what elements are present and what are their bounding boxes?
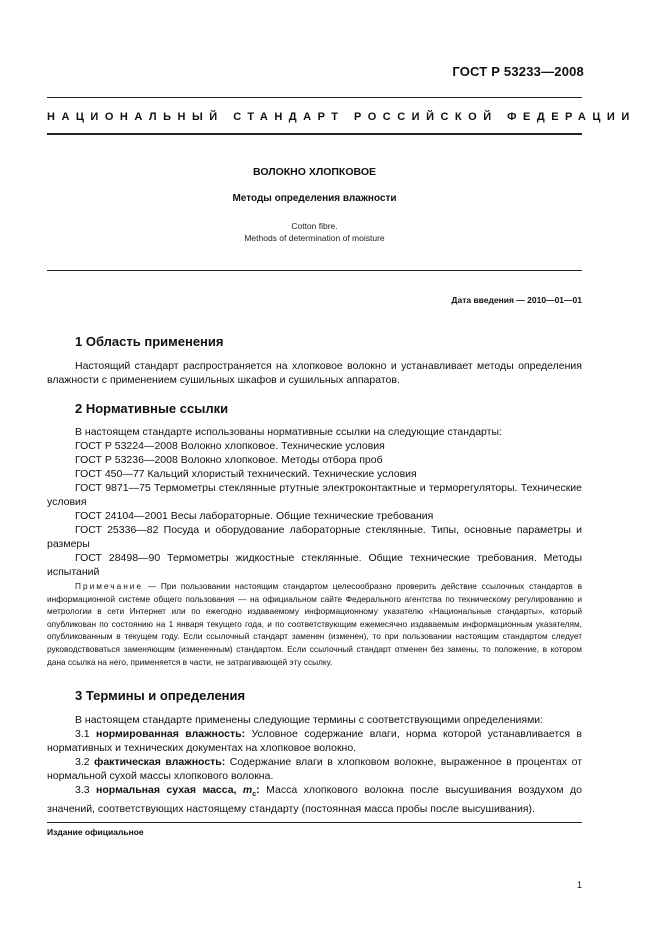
term-name: фактическая влажность:: [94, 756, 226, 768]
national-standard-banner: НАЦИОНАЛЬНЫЙ СТАНДАРТ РОССИЙСКОЙ ФЕДЕРАЦИИ: [47, 111, 636, 123]
official-edition-label: Издание официальное: [47, 827, 144, 837]
note-label: Примечание: [75, 581, 144, 591]
reference-item: ГОСТ Р 53224—2008 Волокно хлопковое. Технические условия: [75, 440, 385, 452]
term-3-3: 3.3 нормальная сухая масса, $m_c$: Масса хлопкового волокна после высушивания воздухом до значений, соответствующих настоящему стандарту (постоянная масса пробы после высушивания).: [47, 784, 583, 816]
reference-item: ГОСТ 450—77 Кальций хлористый технический. Технические условия: [75, 468, 417, 480]
term-3-1: [47, 727, 582, 755]
section-1-heading: 1 Область применения: [75, 334, 224, 349]
term-name: нормированная влажность:: [96, 728, 246, 740]
standard-number: ГОСТ Р 53233—2008: [452, 64, 584, 79]
header-divider-thin: [47, 97, 582, 98]
section-2-intro: В настоящем стандарте использованы нормативные ссылки на следующие стандарты:: [75, 426, 502, 438]
term-number: 3.1: [75, 728, 90, 740]
reference-item: ГОСТ 25336—82 Посуда и оборудование лабораторные стеклянные. Типы, основные параметры и размеры: [47, 524, 582, 550]
term-name: нормальная сухая масса,: [96, 784, 237, 796]
title-divider: [47, 270, 582, 271]
note-text: — При пользовании настоящим стандартом целесообразно проверить действие ссылочных стандартов в информационной системе общего пользования — на официальном сайте Федерального агентства по техническому регулированию и метрологии в сети Интернет или по ежегодно издаваемому информационному указателю «Национальные стандарты», который опубликован по состоянию на 1 января текущего года, и по соответствующим ежемесячно издаваемым информационным указателям, опубликованным в текущем году. Если ссылочный стандарт заменен (изменен), то при пользовании настоящим стандартом следует руководствоваться заменяющим (измененным) стандартом. Если ссылочный стандарт отменен без замены, то положение, в котором дана ссылка на него, применяется в части, не затрагивающей эту ссылку.: [47, 581, 582, 667]
term-symbol: m: [242, 784, 253, 796]
english-subtitle: Methods of determination of moisture: [244, 233, 385, 243]
footer-divider: [47, 822, 582, 823]
reference-item: ГОСТ 9871—75 Термометры стеклянные ртутные электроконтактные и терморегуляторы. Технические условия: [47, 482, 582, 508]
reference-item: ГОСТ 28498—90 Термометры жидкостные стеклянные. Общие технические требования. Методы испытаний: [47, 552, 582, 578]
page-number: 1: [576, 880, 582, 890]
term-definition: Содержание влаги в хлопковом волокне, выраженное в процентах от нормальной сухой массы хлопкового волокна.: [47, 756, 583, 782]
english-title: Cotton fibre.: [291, 221, 338, 231]
introduction-date: Дата введения — 2010—01—01: [451, 295, 582, 305]
section-3-heading: 3 Термины и определения: [75, 688, 246, 703]
term-symbol-subscript: c: [252, 791, 257, 799]
term-definition: Масса хлопкового волокна после высушивания воздухом до значений, соответствующих настоящему стандарту (постоянная масса пробы после высушивания).: [47, 784, 583, 816]
document-subtitle: Методы определения влажности: [232, 193, 397, 204]
term-number: 3.3: [75, 784, 90, 796]
reference-item: ГОСТ Р 53236—2008 Волокно хлопковое. Методы отбора проб: [75, 454, 383, 466]
reference-item: ГОСТ 24104—2001 Весы лабораторные. Общие технические требования: [75, 510, 434, 522]
header-divider-thick: [47, 133, 582, 135]
document-title: ВОЛОКНО ХЛОПКОВОЕ: [253, 166, 376, 178]
section-3-intro: В настоящем стандарте применены следующие термины с соответствующими определениями:: [75, 714, 544, 726]
term-3-2: [47, 755, 582, 783]
term-number: 3.2: [75, 756, 90, 768]
section-1-text: Настоящий стандарт распространяется на хлопковое волокно и устанавливает методы определения влажности с применением сушильных шкафов и сушильных аппаратов.: [47, 360, 582, 386]
section-2-note: [47, 580, 582, 668]
term-definition: Условное содержание влаги, норма которой устанавливается в нормативных и технических документах на хлопковое волокно.: [47, 728, 582, 754]
section-2-heading: 2 Нормативные ссылки: [75, 401, 229, 416]
